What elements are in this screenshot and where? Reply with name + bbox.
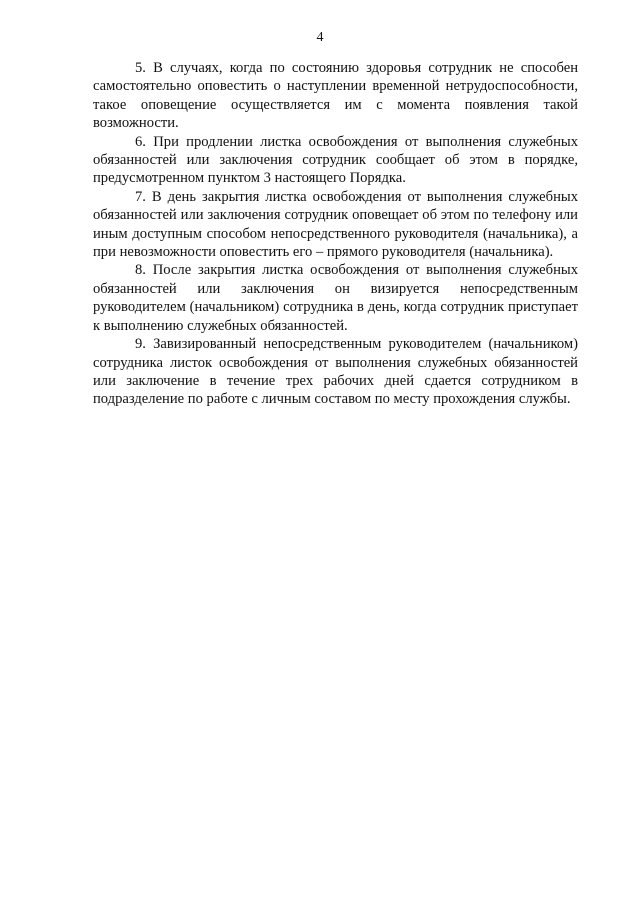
paragraph-6: 6. При продлении листка освобождения от выполнения служебных обязанностей или заключения сотрудник сообщает об этом в порядке, предусмотренном пунктом 3 настоящего Порядка. — [93, 133, 578, 187]
paragraph-5: 5. В случаях, когда по состоянию здоровья сотрудник не способен самостоятельно оповестить о наступлении временной нетрудоспособности, такое оповещение осуществляется им с момента появления такой возможности. — [93, 60, 578, 132]
document-body — [93, 59, 578, 409]
paragraph-8: 8. После закрытия листка освобождения от выполнения служебных обязанностей или заключения он визируется непосредственным руководителем (начальником) сотрудника в день, когда сотрудник приступает к выполнению служебных обязанностей. — [93, 262, 578, 334]
page-number: 4 — [316, 30, 324, 45]
paragraph-7: 7. В день закрытия листка освобождения от выполнения служебных обязанностей или заключения сотрудник оповещает об этом по телефону или иным доступным способом непосредственного руководителя (начальника), а при невозможности оповестить его – прямого руководителя (начальника). — [93, 188, 578, 261]
paragraph-9: 9. Завизированный непосредственным руководителем (начальником) сотрудника листок освобождения от выполнения служебных обязанностей или заключение в течение трех рабочих дней сдается сотрудником в подразделение по работе с личным составом по месту прохождения службы. — [93, 336, 578, 408]
